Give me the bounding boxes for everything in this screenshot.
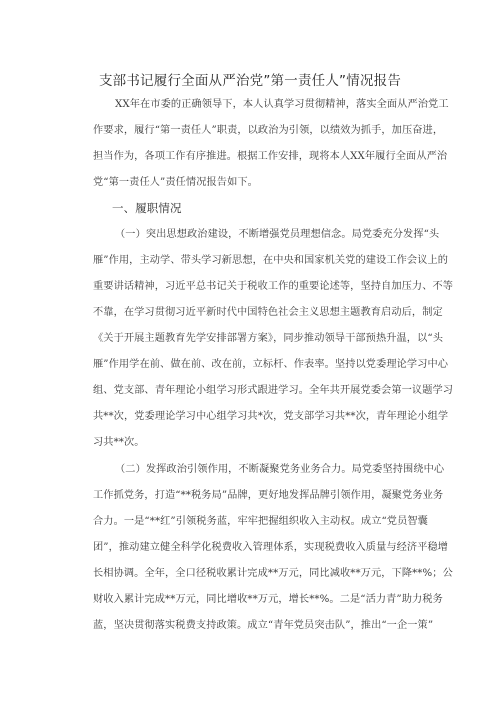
paragraph-line: 雁”作用学在前、做在前、改在前，立标杆、作表率。坚持以党委理论学习中心 bbox=[93, 359, 449, 370]
paragraph-line: 担当作为，各项工作有序推进。根据工作安排，现将本人XX年履行全面从严治 bbox=[93, 151, 448, 162]
paragraph-line: （一）突出思想政治建设，不断增强党员理想信念。局党委充分发挥“头 bbox=[115, 229, 440, 240]
paragraph-line: 作要求，履行“第一责任人”职责，以政治为引领，以绩效为抓手，加压奋进， bbox=[93, 125, 444, 136]
paragraph-line: 雁”作用，主动学、带头学习新思想，在中央和国家机关党的建设工作会议上的 bbox=[93, 255, 449, 266]
paragraph-line: 习共**次。 bbox=[93, 437, 145, 448]
paragraph-line: 团”，推动建立健全科学化税费收入管理体系，实现税费收入质量与经济平稳增 bbox=[93, 542, 449, 553]
paragraph-line: 组、党支部、青年理论小组学习形式跟进学习。全年共开展党委会第一议题学习 bbox=[93, 385, 454, 396]
paragraph-line: 《关于开展主题教育先学安排部署方案》，同步推动领导干部预热升温，以“头 bbox=[93, 333, 443, 344]
paragraph-line: 工作抓党务，打造“**税务局”品牌，更好地发挥品牌引领作用，凝聚党务业务 bbox=[93, 490, 444, 501]
paragraph-line: XX年在市委的正确领导下，本人认真学习贯彻精神，落实全面从严治党工 bbox=[115, 99, 449, 110]
paragraph-line: 蓝，坚决贯彻落实税费支持政策。成立“青年党员突击队”，推出“一企一策” bbox=[93, 620, 434, 631]
section-heading: 一、履职情况 bbox=[112, 201, 182, 215]
document-title: 支部书记履行全面从严治党”第一责任人”情况报告 bbox=[98, 73, 402, 89]
paragraph-line: 不靠，在学习贯彻习近平新时代中国特色社会主义思想主题教育启动后，制定 bbox=[93, 307, 443, 318]
paragraph-line: 合力。一是“**红”引领税务蓝，牢牢把握组织收入主动权。成立“党员智囊 bbox=[93, 516, 428, 527]
paragraph-line: 重要讲话精神，习近平总书记关于税收工作的重要论述等，坚持自加压力、不等 bbox=[93, 281, 454, 292]
paragraph-line: 党“第一责任人”责任情况报告如下。 bbox=[93, 177, 258, 188]
paragraph-line: 共**次，党委理论学习中心组学习共*次，党支部学习共**次，青年理论小组学 bbox=[93, 411, 449, 422]
paragraph-line: 长相协调。全年，全口径税收累计完成**万元，同比减收**万元，下降**%；公 bbox=[93, 568, 453, 579]
paragraph-line: （二）发挥政治引领作用，不断凝聚党务业务合力。局党委坚持围绕中心 bbox=[115, 464, 445, 475]
paragraph-line: 财收入累计完成**万元，同比增收**万元，增长**%。二是“活力青”助力税务 bbox=[93, 594, 443, 605]
